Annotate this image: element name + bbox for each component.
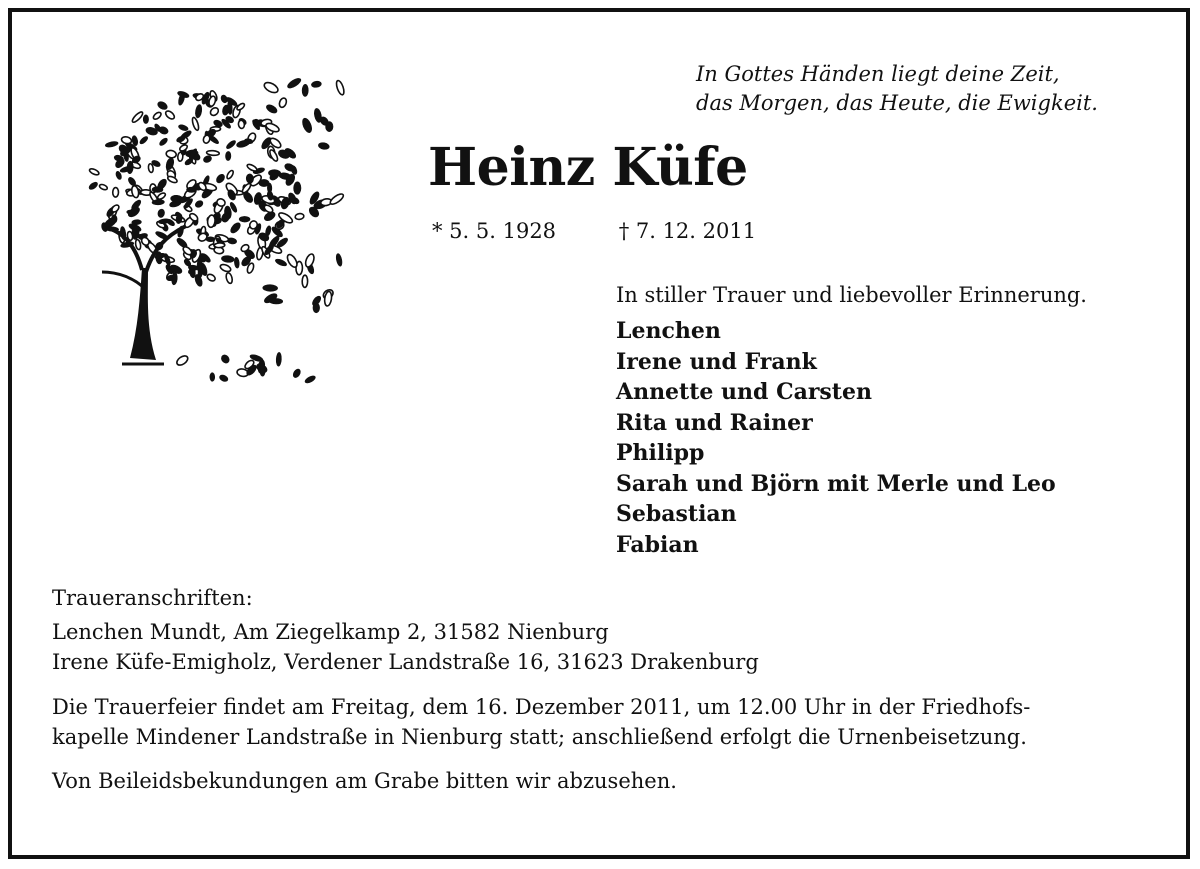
notice-details <box>52 583 1142 796</box>
address-line: Lenchen Mundt, Am Ziegelkamp 2, 31582 Nienburg <box>52 620 609 644</box>
funeral-line-2: kapelle Mindener Landstraße in Nienburg statt; anschließend erfolgt die Urnenbeisetzung. <box>52 725 1027 749</box>
birth-date: * 5. 5. 1928 <box>432 219 557 243</box>
life-dates <box>432 216 756 246</box>
mourner: Philipp <box>616 440 705 466</box>
mourner: Fabian <box>616 531 699 558</box>
addresses-title: Traueranschriften: <box>52 586 253 610</box>
mourners-list <box>616 316 1056 560</box>
mourner: Lenchen <box>616 318 721 344</box>
death-date: † 7. 12. 2011 <box>618 219 757 243</box>
addresses-list <box>52 617 1142 677</box>
mourning-statement: In stiller Trauer und liebevoller Erinnerung. <box>616 283 1087 307</box>
funeral-line-1: Die Trauerfeier findet am Freitag, dem 16. Dezember 2011, um 12.00 Uhr in der Friedhofs- <box>52 695 1031 719</box>
mourner: Sarah und Björn mit Merle und Leo <box>616 470 1056 497</box>
condolence-note: Von Beileidsbekundungen am Grabe bitten wir abzusehen. <box>52 769 677 793</box>
mourner: Rita und Rainer <box>616 409 813 436</box>
mourner: Annette und Carsten <box>616 379 872 405</box>
funeral-info <box>52 692 1142 752</box>
bible-motto <box>696 60 1098 118</box>
deceased-name: Heinz Küfe <box>428 137 748 198</box>
motto-line-1: In Gottes Händen liegt deine Zeit, <box>696 62 1060 86</box>
tree-icon <box>68 58 368 398</box>
address-line: Irene Küfe-Emigholz, Verdener Landstraße 16, 31623 Drakenburg <box>52 650 759 674</box>
mourner: Sebastian <box>616 501 737 527</box>
motto-line-2: das Morgen, das Heute, die Ewigkeit. <box>696 91 1098 115</box>
mourner: Irene und Frank <box>616 348 817 375</box>
